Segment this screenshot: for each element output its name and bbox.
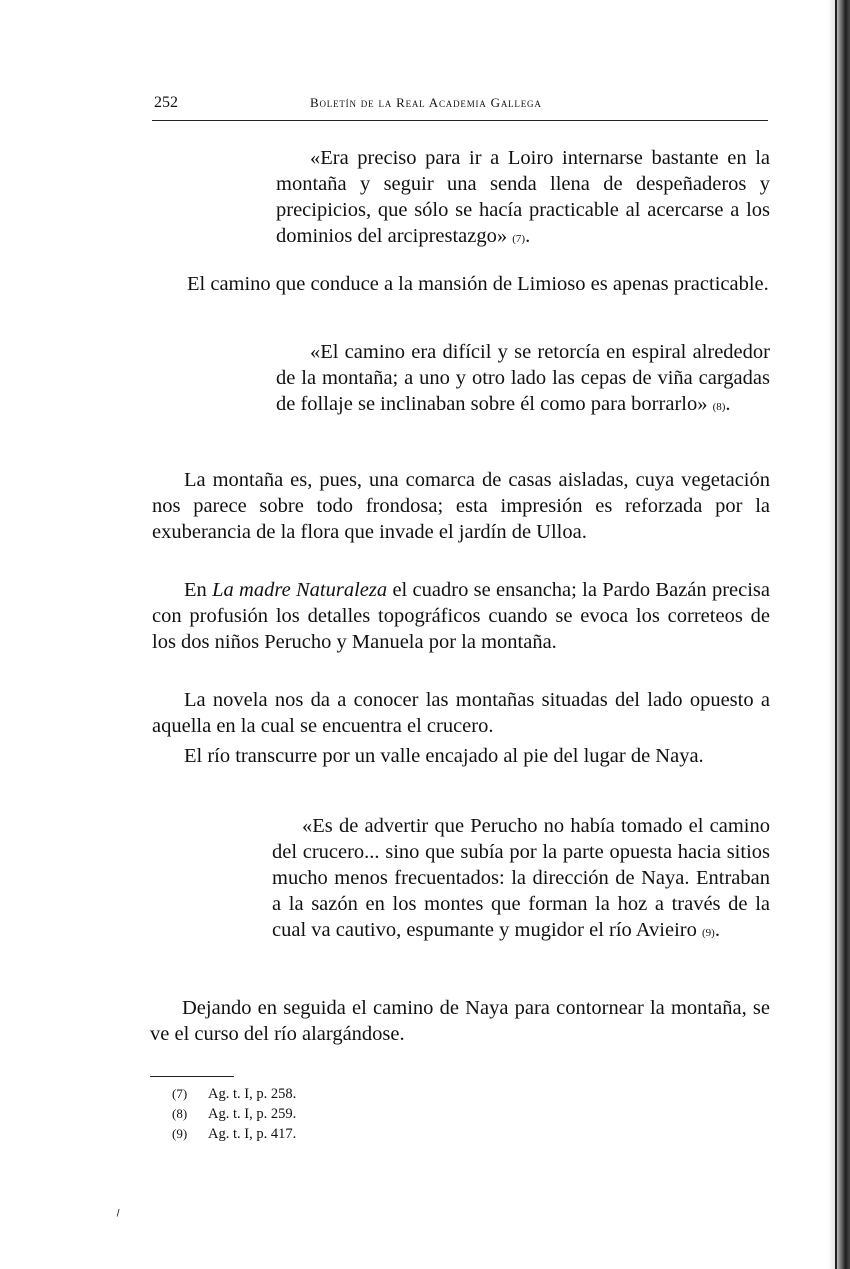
paragraph-3-start: En: [184, 579, 213, 601]
quote-1-end: .: [525, 225, 531, 247]
block-quote-3: [272, 813, 770, 946]
footnote-item: [172, 1124, 296, 1144]
quote-3-text: «Es de advertir que Perucho no había tomado el camino del crucero... sino que subía por la parte opuesta hacia sitios mucho menos frecuentados: la dirección de Naya. Entraban a la sazón en los montes que forman la hoz a través de la cual va cautivo, espumante y mugidor el río Avieiro: [272, 815, 770, 941]
paragraph-3: [152, 577, 770, 655]
paragraph-2: La montaña es, pues, una comarca de casas aisladas, cuya vegetación nos parece sobre todo frondosa; esta impresión es reforzada por la exuberancia de la flora que invade el jardín de Ulloa.: [152, 469, 770, 543]
page-number: 252: [154, 94, 178, 111]
footnote-number: (9): [172, 1126, 188, 1141]
footnotes: [172, 1084, 296, 1144]
footnote-number: (7): [172, 1086, 188, 1101]
block-quote-1: [276, 145, 770, 252]
paragraph-1: El camino que conduce a la mansión de Limioso es apenas practicable.: [187, 273, 769, 295]
footnote-divider: [150, 1076, 234, 1077]
page-header: [152, 92, 768, 121]
paragraph-3-rest: el cuadro se ensancha; la Pardo Bazán precisa con profusión los detalles topográficos cuando se evoca los correteos de los dos niños Perucho y Manuela por la montaña.: [152, 579, 770, 653]
footnote-text: Ag. t. I, p. 259.: [208, 1106, 297, 1122]
footnote-ref-9: (9): [702, 927, 715, 939]
novel-title: La madre Naturaleza: [212, 579, 388, 601]
footnote-ref-7: (7): [512, 233, 526, 245]
footnote-text: Ag. t. I, p. 258.: [208, 1086, 297, 1102]
footnote-text: Ag. t. I, p. 417.: [208, 1126, 297, 1142]
paragraph-4: La novela nos da a conocer las montañas situadas del lado opuesto a aquella en la cual se encuentra el crucero.: [152, 689, 770, 737]
footnote-item: [172, 1104, 296, 1124]
block-quote-2: [276, 339, 770, 420]
footnote-number: (8): [172, 1106, 188, 1121]
quote-2-text: «El camino era difícil y se retorcía en espiral alrededor de la montaña; a uno y otro lado las cepas de viña cargadas de follaje se inclinaban sobre él como para borrarlo»: [276, 341, 770, 415]
ink-mark-icon: ⸝: [109, 1200, 125, 1220]
quote-1-text: «Era preciso para ir a Loiro internarse bastante en la montaña y seguir una senda llena de despeñaderos y precipicios, que sólo se hacía practicable al acercarse a los dominios del arciprestazgo»: [276, 147, 770, 247]
quote-3-end: .: [714, 919, 720, 941]
footnote-ref-8: (8): [712, 401, 726, 413]
quote-2-end: .: [725, 393, 731, 415]
book-spine-edge: [835, 0, 837, 1269]
book-spine-shadow: [828, 0, 850, 1269]
paragraph-5: El río transcurre por un valle encajado al pie del lugar de Naya.: [184, 745, 704, 767]
running-title: Boletín de la Real Academia Gallega: [310, 95, 542, 110]
footnote-item: [172, 1084, 296, 1104]
paragraph-6: Dejando en seguida el camino de Naya para contornear la montaña, se ve el curso del río alargándose.: [150, 997, 770, 1045]
